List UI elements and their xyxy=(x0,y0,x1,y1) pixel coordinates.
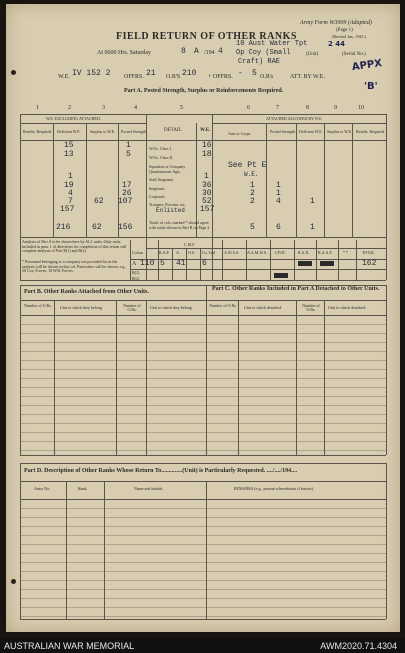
part-b-col-1: Number of O.Rs. xyxy=(24,303,52,308)
ruled-line xyxy=(20,535,386,536)
col-number: 7 xyxy=(276,105,279,111)
cell-we: 157 xyxy=(200,205,215,214)
ruled-line xyxy=(20,324,386,325)
header-we: W.E. xyxy=(200,128,211,133)
header-att-reinf: Reinfts. Required. xyxy=(356,129,386,134)
ruled-line xyxy=(20,450,386,451)
part-d-col-1: Army No. xyxy=(34,486,51,491)
part-c-col-1: Number of O.Rs. xyxy=(209,303,237,308)
analysis-head: R.A.A.F. xyxy=(318,250,333,255)
part-c-col-2: Unit to which detached. xyxy=(244,305,283,310)
punch-hole xyxy=(11,579,16,584)
footer-accession-number: AWM2020.71.4304 xyxy=(320,641,397,651)
ruled-line xyxy=(20,432,386,433)
row-detail: Squadron or Company Quartermaster Sgts. xyxy=(149,164,186,174)
totals-detail: Totals of cols. marked * should agree with totals shown in Part B on Page 2. xyxy=(149,220,211,230)
header-att-surplus: Surplus to W.E. xyxy=(327,129,353,134)
plus-ors-value: 5 xyxy=(252,69,257,78)
redacted-cell xyxy=(320,261,334,266)
ruled-line xyxy=(20,333,386,334)
row-detail: Sergeants xyxy=(149,186,165,191)
unit-line-2: Op Coy (Small xyxy=(236,49,291,57)
row-detail: W.Os. Class I. xyxy=(149,146,172,151)
cell-deficient: 4 xyxy=(68,189,73,198)
plus-offrs-value: - xyxy=(238,69,243,78)
ruled-line xyxy=(20,508,386,509)
ruled-line xyxy=(20,396,386,397)
cmf-label: C.M.F. xyxy=(184,242,196,247)
ruled-line xyxy=(20,607,386,608)
header-attached: ATTACHED ALLOWED BY W.E. xyxy=(266,116,323,121)
part-d-title: Part D. Description of Other Ranks Whose Return To..............(Unit) is Particularly Requested. ..../..../194.... xyxy=(24,468,298,474)
we-value: IV 152 2 xyxy=(72,69,111,78)
header-posted: Posted Strength. xyxy=(121,129,148,134)
cell-we: 16 xyxy=(202,141,212,150)
col-number: 10 xyxy=(358,105,364,111)
analysis-row-b1: B(1) xyxy=(132,270,140,275)
cell-deficient: 19 xyxy=(64,181,74,190)
part-d-col-4: REMARKS (e.g., present whereabouts if known). xyxy=(234,486,314,491)
analysis-head: R.A.P. xyxy=(159,250,170,255)
appendix-mark: APPX xyxy=(351,57,383,74)
header-we-excluding: W.E. EXCLUDING ATTACHED. xyxy=(46,116,101,121)
cell-att-posted: 4 xyxy=(276,197,281,206)
analysis-note: Analysis of Part A to be shown here by ALL units. Only units included in para. 1 of directions for completion of this return will complete analysis of Part B(1) and B(2). xyxy=(22,239,127,254)
offrs-value: 21 xyxy=(146,69,156,78)
cell-posted: 107 xyxy=(118,197,133,206)
form-title: FIELD RETURN OF OTHER RANKS xyxy=(116,31,297,42)
ruled-line xyxy=(20,589,386,590)
cell-posted: 5 xyxy=(126,150,131,159)
ruled-line xyxy=(20,414,386,415)
ors-label: O.R'S xyxy=(166,74,181,80)
analysis-rap-a: 5 xyxy=(160,259,165,268)
plus-offrs-label: + OFFRS. xyxy=(208,74,233,80)
cell-arm: See Pt E xyxy=(228,161,267,170)
part-d-col-2: Rank. xyxy=(78,486,88,491)
analysis-head: A.W.A.S. xyxy=(224,250,240,255)
col-number: 6 xyxy=(247,105,250,111)
appendix-letter: 'B' xyxy=(364,81,378,92)
analysis-head: CIVIL xyxy=(275,250,286,255)
analysis-head: A.A.M.W.S. xyxy=(247,250,267,255)
analysis-head: Co. Ord xyxy=(202,250,215,255)
cell-att-surplus: 1 xyxy=(310,197,315,206)
form-sheet xyxy=(6,4,400,632)
unit-line-1: 10 Aust Water Tpt xyxy=(236,40,308,48)
col-number: 1 xyxy=(36,105,39,111)
analysis-head: O.S. xyxy=(188,250,196,255)
analysis-a-a: 41 xyxy=(176,259,186,268)
punch-hole xyxy=(11,70,16,75)
analysis-row-b2: B(2) xyxy=(132,276,140,281)
cell-posted: 26 xyxy=(122,189,132,198)
analysis-row-a: A xyxy=(132,261,137,267)
plus-ors-label: O.R's xyxy=(260,74,274,80)
ruled-line xyxy=(20,562,386,563)
header-detail: DETAIL xyxy=(164,128,182,133)
part-b-col-3: Number of O.Rs. xyxy=(123,303,141,312)
part-a-title: Part A. Posted Strength, Surplus or Reinforcements Required. xyxy=(124,88,284,94)
serial-number: 2 44 xyxy=(328,40,346,48)
at-hours-label: At 0600 Hrs. Saturday xyxy=(97,50,151,56)
ors-value: 210 xyxy=(182,69,197,78)
ruled-line xyxy=(20,342,386,343)
redacted-cell xyxy=(298,261,312,266)
total-att-surplus: 1 xyxy=(310,223,315,232)
row-detail: W.Os. Class II. xyxy=(149,155,174,160)
header-deficient: Deficient W.E. xyxy=(57,129,81,134)
part-c-col-3: Number of O.Rs. xyxy=(302,303,320,312)
total-att-posted: 6 xyxy=(276,223,281,232)
row-detail: Troopers, Privates, etc. xyxy=(149,202,186,207)
part-b-col-2: Unit to which they belong. xyxy=(60,305,103,310)
cell-deficient: 13 xyxy=(64,150,74,159)
ruled-line xyxy=(20,571,386,572)
col-number: 9 xyxy=(334,105,337,111)
ruled-line xyxy=(20,405,386,406)
total-deficient: 216 xyxy=(56,223,71,232)
header-arm-corps: Arm or Corps. xyxy=(228,131,252,136)
analysis-head: TOTAL xyxy=(362,250,375,255)
row-detail: Enlisted xyxy=(156,207,185,214)
footer-institution: AUSTRALIAN WAR MEMORIAL xyxy=(4,641,135,651)
page-ref: (Page 1) xyxy=(336,28,353,33)
cell-deficient: 157 xyxy=(60,205,75,214)
ruled-line xyxy=(20,351,386,352)
cell-posted: 1 xyxy=(126,141,131,150)
ruled-line xyxy=(20,369,386,370)
col-number: 2 xyxy=(68,105,71,111)
part-c-col-4: Unit to which detached. xyxy=(328,305,367,310)
ruled-line xyxy=(20,387,386,388)
serial-label: (Serial No.) xyxy=(342,52,366,57)
redacted-cell xyxy=(274,273,288,278)
analysis-head: R.A.N. xyxy=(298,250,310,255)
army-form-ref: Army Form W3009 (Adapted) xyxy=(300,20,372,26)
ruled-line xyxy=(20,423,386,424)
ruled-line xyxy=(20,526,386,527)
att-by-we-label: ATT. BY W.E. xyxy=(290,74,325,80)
offrs-label: OFFRS. xyxy=(124,74,144,80)
row-detail: Staff Sergeants xyxy=(149,177,174,182)
total-arm: 5 xyxy=(250,223,255,232)
year-prefix: /194 xyxy=(204,50,215,56)
cell-we: 18 xyxy=(202,150,212,159)
ruled-line xyxy=(20,553,386,554)
revised-ref: (Revised Jan., 1943.) xyxy=(332,34,366,39)
unit-label: (Unit) xyxy=(306,52,319,57)
cell-arm: W.E. xyxy=(244,171,259,178)
cell-arm: 2 xyxy=(250,197,255,206)
header-reinf: Reinfts. Required. xyxy=(23,129,53,134)
cell-we: 52 xyxy=(202,197,212,206)
col-number: 3 xyxy=(102,105,105,111)
footer-bar xyxy=(0,638,405,653)
header-surplus: Surplus to W.E. xyxy=(90,129,116,134)
ruled-line xyxy=(20,598,386,599)
date-day: 8 xyxy=(181,47,186,56)
cell-we: 36 xyxy=(202,181,212,190)
row-detail: Corporals xyxy=(149,194,165,199)
cell-surplus: 62 xyxy=(94,197,104,206)
col-number: 5 xyxy=(180,105,183,111)
analysis-head: A. xyxy=(176,250,180,255)
cell-deficient: 15 xyxy=(64,141,74,150)
we-label: W.E. xyxy=(58,74,70,80)
cell-arm: 1 xyxy=(250,181,255,190)
total-posted: 156 xyxy=(118,223,133,232)
part-d-col-3: Name and initials. xyxy=(134,486,164,491)
ruled-line xyxy=(20,616,386,617)
analysis-coord-a: 6 xyxy=(202,259,207,268)
cell-att-posted: 1 xyxy=(276,189,281,198)
header-att-deficient: Deficient W.E. xyxy=(299,129,323,134)
analysis-head: * * xyxy=(343,250,348,255)
analysis-colour-a: 110 xyxy=(140,259,155,268)
header-att-posted: Posted Strength. xyxy=(270,129,297,134)
cell-arm: 2 xyxy=(250,189,255,198)
part-b-title: Part B. Other Ranks Attached from Other Units. xyxy=(24,289,149,295)
ruled-line xyxy=(20,580,386,581)
cell-deficient: 7 xyxy=(68,197,73,206)
cell-we: 30 xyxy=(202,189,212,198)
cell-posted: 17 xyxy=(122,181,132,190)
unit-line-3: Craft) RAE xyxy=(238,58,281,66)
cell-att-posted: 1 xyxy=(276,181,281,190)
ruled-line xyxy=(20,360,386,361)
ruled-line xyxy=(20,378,386,379)
part-c-title: Part C. Other Ranks Included in Part A Detached to Other Units. xyxy=(212,286,380,292)
col-number: 4 xyxy=(134,105,137,111)
cell-we: 1 xyxy=(204,172,209,181)
analysis-footnote: * Personnel belonging to a company not provided for in the analysis will be shown in this col. Particulars will be shown, e.g., 20 Coy. Forces, 10 W.R. Forces. xyxy=(22,259,127,274)
ruled-line xyxy=(20,441,386,442)
ruled-line xyxy=(20,544,386,545)
date-year: 4 xyxy=(218,47,223,56)
ruled-line xyxy=(20,517,386,518)
total-surplus: 62 xyxy=(92,223,102,232)
analysis-head: Colour xyxy=(132,250,144,255)
date-month: A xyxy=(194,47,199,56)
cell-deficient: 1 xyxy=(68,172,73,181)
analysis-total-a: 162 xyxy=(362,259,377,268)
col-number: 8 xyxy=(306,105,309,111)
part-b-col-4: Unit to which they belong. xyxy=(150,305,193,310)
